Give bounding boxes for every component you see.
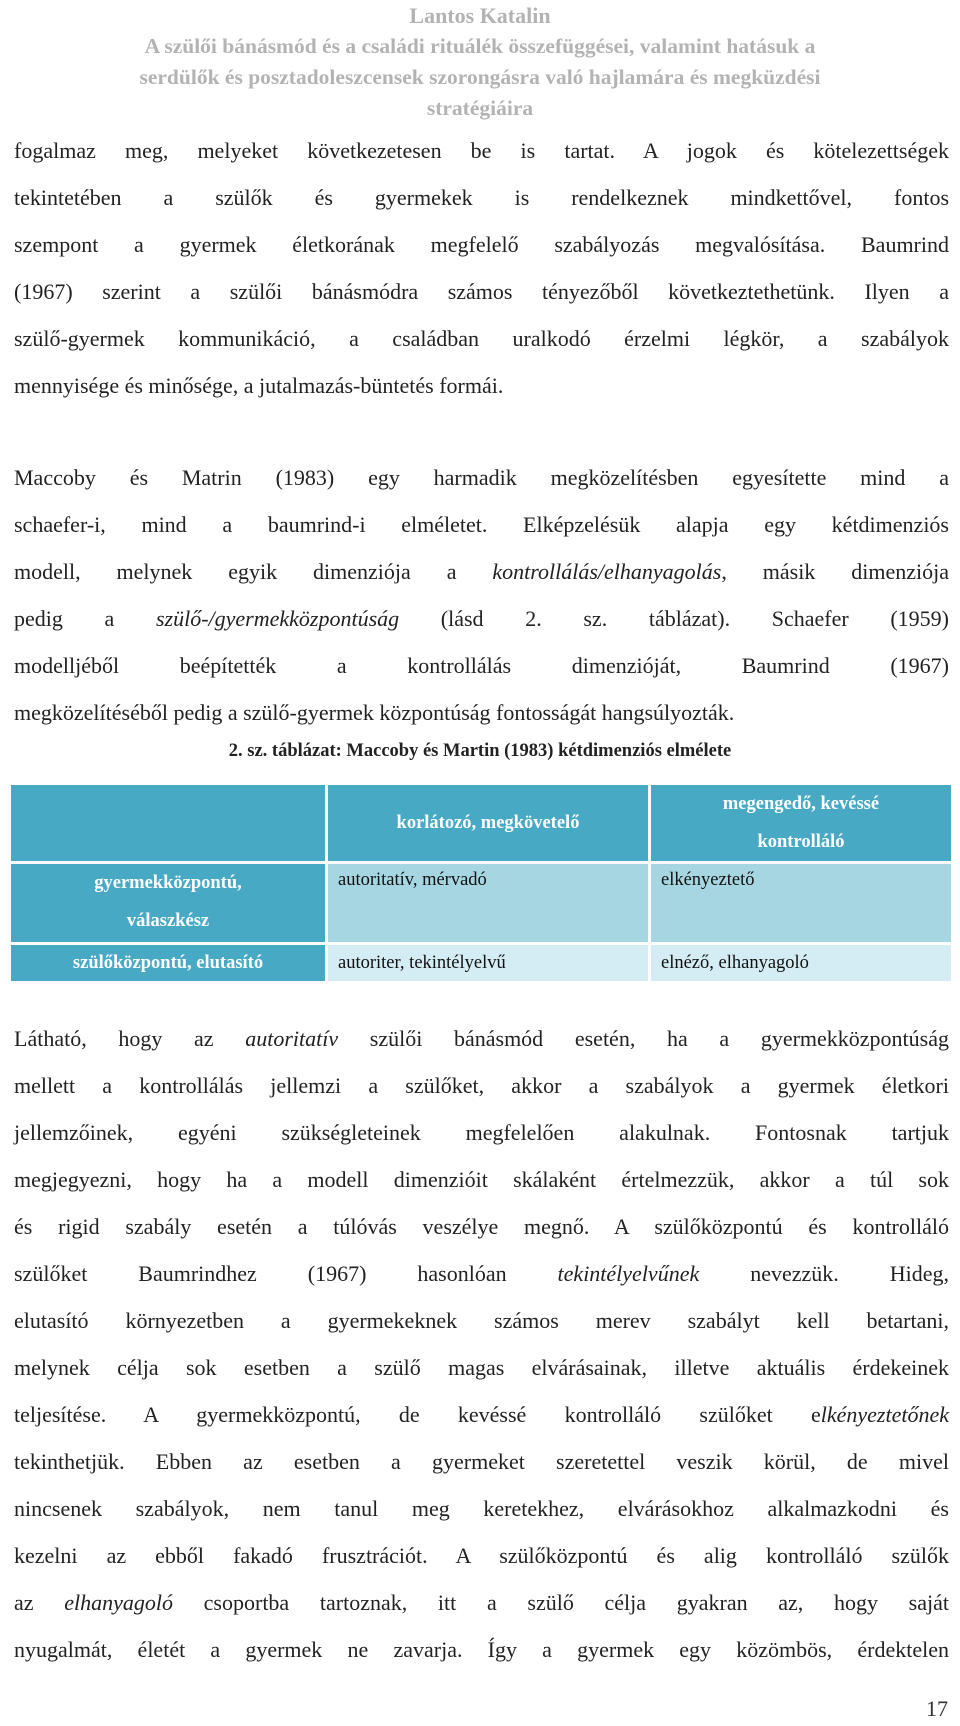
- table-cell: elkényeztető: [651, 864, 951, 942]
- italic-term: tekintélyelvűnek: [557, 1261, 700, 1286]
- italic-term: autoritatív: [245, 1026, 339, 1051]
- table-cell: elnéző, elhanyagoló: [651, 945, 951, 981]
- table-row: [11, 945, 951, 981]
- text-line: [14, 595, 949, 642]
- italic-term: szülő-/gyermekközpontúság: [155, 606, 400, 631]
- text-segment: modell, melynek egyik dimenziója a: [14, 559, 493, 584]
- italic-term: elhanyagoló: [64, 1590, 173, 1615]
- paragraph-3: [14, 1015, 949, 1673]
- text-line: nincsenek szabályok, nem tanul meg keretekhez, elvárásokhoz alkalmazkodni és: [14, 1496, 949, 1521]
- text-line: szempont a gyermek életkorának megfelelő szabályozás megvalósítása. Baumrind: [14, 232, 949, 257]
- row-header-child-centered: [11, 864, 325, 942]
- table-header-row: [11, 785, 951, 861]
- text-segment: pedig a: [14, 606, 156, 631]
- row-header-parent-centered: szülőközpontú, elutasító: [11, 945, 325, 981]
- text-segment: az: [14, 1590, 65, 1615]
- text-line: (1967) szerint a szülői bánásmódra számos tényezőből következtethetünk. Ilyen a: [14, 279, 949, 304]
- header-title-line-3: stratégiáira: [426, 96, 534, 120]
- text-line: elutasító környezetben a gyermekeknek számos merev szabályt kell betartani,: [14, 1308, 949, 1333]
- paragraph-1: [14, 127, 949, 409]
- text-line: schaefer-i, mind a baumrind-i elméletet. Elképzelésük alapja egy kétdimenziós: [14, 512, 949, 537]
- column-header-controlling: korlátozó, megkövetelő: [328, 785, 648, 861]
- text-segment: szülői bánásmód esetén, ha a gyermekközpontúság: [338, 1026, 949, 1051]
- text-segment: szülőket Baumrindhez (1967) hasonlóan: [14, 1261, 558, 1286]
- header-title-line-1: A szülői bánásmód és a családi rituálék összefüggései, valamint hatásuk a: [144, 34, 816, 58]
- text-line: mellett a kontrollálás jellemzi a szülőket, akkor a szabályok a gyermek életkori: [14, 1073, 949, 1098]
- text-segment: nevezzük. Hideg,: [699, 1261, 949, 1286]
- text-line: fogalmaz meg, melyeket következetesen be is tartat. A jogok és kötelezettségek: [14, 138, 949, 163]
- text-line: nyugalmát, életét a gyermek ne zavarja. Így a gyermek egy közömbös, érdektelen: [14, 1637, 949, 1662]
- text-line: melynek célja sok esetben a szülő magas elvárásainak, illetve aktuális érdekeinek: [14, 1355, 949, 1380]
- running-header: [20, 0, 940, 124]
- text-line: és rigid szabály esetén a túlóvás veszélye megnő. A szülőközpontú és kontrolláló: [14, 1214, 949, 1239]
- text-segment: (lásd 2. sz. táblázat). Schaefer (1959): [399, 606, 949, 631]
- table-cell: autoritatív, mérvadó: [328, 864, 648, 942]
- text-segment: teljesítése. A gyermekközpontú, de kevéssé kontrolláló szülőket e: [14, 1402, 821, 1427]
- text-line: [14, 1015, 949, 1062]
- table-row: [11, 864, 951, 942]
- column-header-line: megengedő, kevéssé: [722, 794, 880, 814]
- text-line: tekintetében a szülők és gyermekek is rendelkeznek mindkettővel, fontos: [14, 185, 949, 210]
- column-header-line: kontrolláló: [757, 832, 845, 852]
- table-caption: 2. sz. táblázat: Maccoby és Martin (1983) kétdimenziós elmélete: [228, 741, 732, 761]
- column-header-permissive: [651, 785, 951, 861]
- text-line: [14, 1250, 949, 1297]
- text-segment: Látható, hogy az: [14, 1026, 246, 1051]
- paragraph-2: [14, 454, 949, 736]
- text-segment: csoportba tartoznak, itt a szülő célja gyakran az, hogy saját: [172, 1590, 949, 1615]
- text-line: modelljéből beépítették a kontrollálás dimenzióját, Baumrind (1967): [14, 653, 949, 678]
- text-line: kezelni az ebből fakadó frusztrációt. A szülőközpontú és alig kontrolláló szülők: [14, 1543, 949, 1568]
- page-number: 17: [926, 1696, 948, 1721]
- text-line: jellemzőinek, egyéni szükségleteinek megfelelően alakulnak. Fontosnak tartjuk: [14, 1120, 949, 1145]
- dimension-table: [8, 782, 954, 984]
- text-line: megjegyezni, hogy ha a modell dimenzióit skálaként értelmezzük, akkor a túl sok: [14, 1167, 949, 1192]
- row-header-line: gyermekközpontú,: [94, 873, 242, 893]
- text-line: szülő-gyermek kommunikáció, a családban uralkodó érzelmi légkör, a szabályok: [14, 326, 949, 351]
- text-line: [14, 1579, 949, 1626]
- italic-term: lkényeztetőnek: [820, 1402, 949, 1427]
- header-author: Lantos Katalin: [409, 3, 551, 28]
- table-corner-cell: [11, 785, 325, 861]
- header-title-line-2: serdülők és posztadoleszcensek szorongásra való hajlamára és megküzdési: [139, 65, 821, 89]
- text-line: mennyisége és minősége, a jutalmazás-büntetés formái.: [14, 373, 504, 398]
- text-line: megközelítéséből pedig a szülő-gyermek központúság fontosságát hangsúlyozták.: [14, 700, 735, 725]
- text-segment: , másik dimenziója: [721, 559, 949, 584]
- text-line: Maccoby és Matrin (1983) egy harmadik megközelítésben egyesítette mind a: [14, 465, 949, 490]
- italic-term: kontrollálás/elhanyagolás: [492, 559, 722, 584]
- text-line: [14, 1391, 949, 1438]
- text-line: [14, 548, 949, 595]
- text-line: tekinthetjük. Ebben az esetben a gyermeket szeretettel veszik körül, de mivel: [14, 1449, 949, 1474]
- table-cell: autoriter, tekintélyelvű: [328, 945, 648, 981]
- row-header-line: válaszkész: [126, 911, 210, 931]
